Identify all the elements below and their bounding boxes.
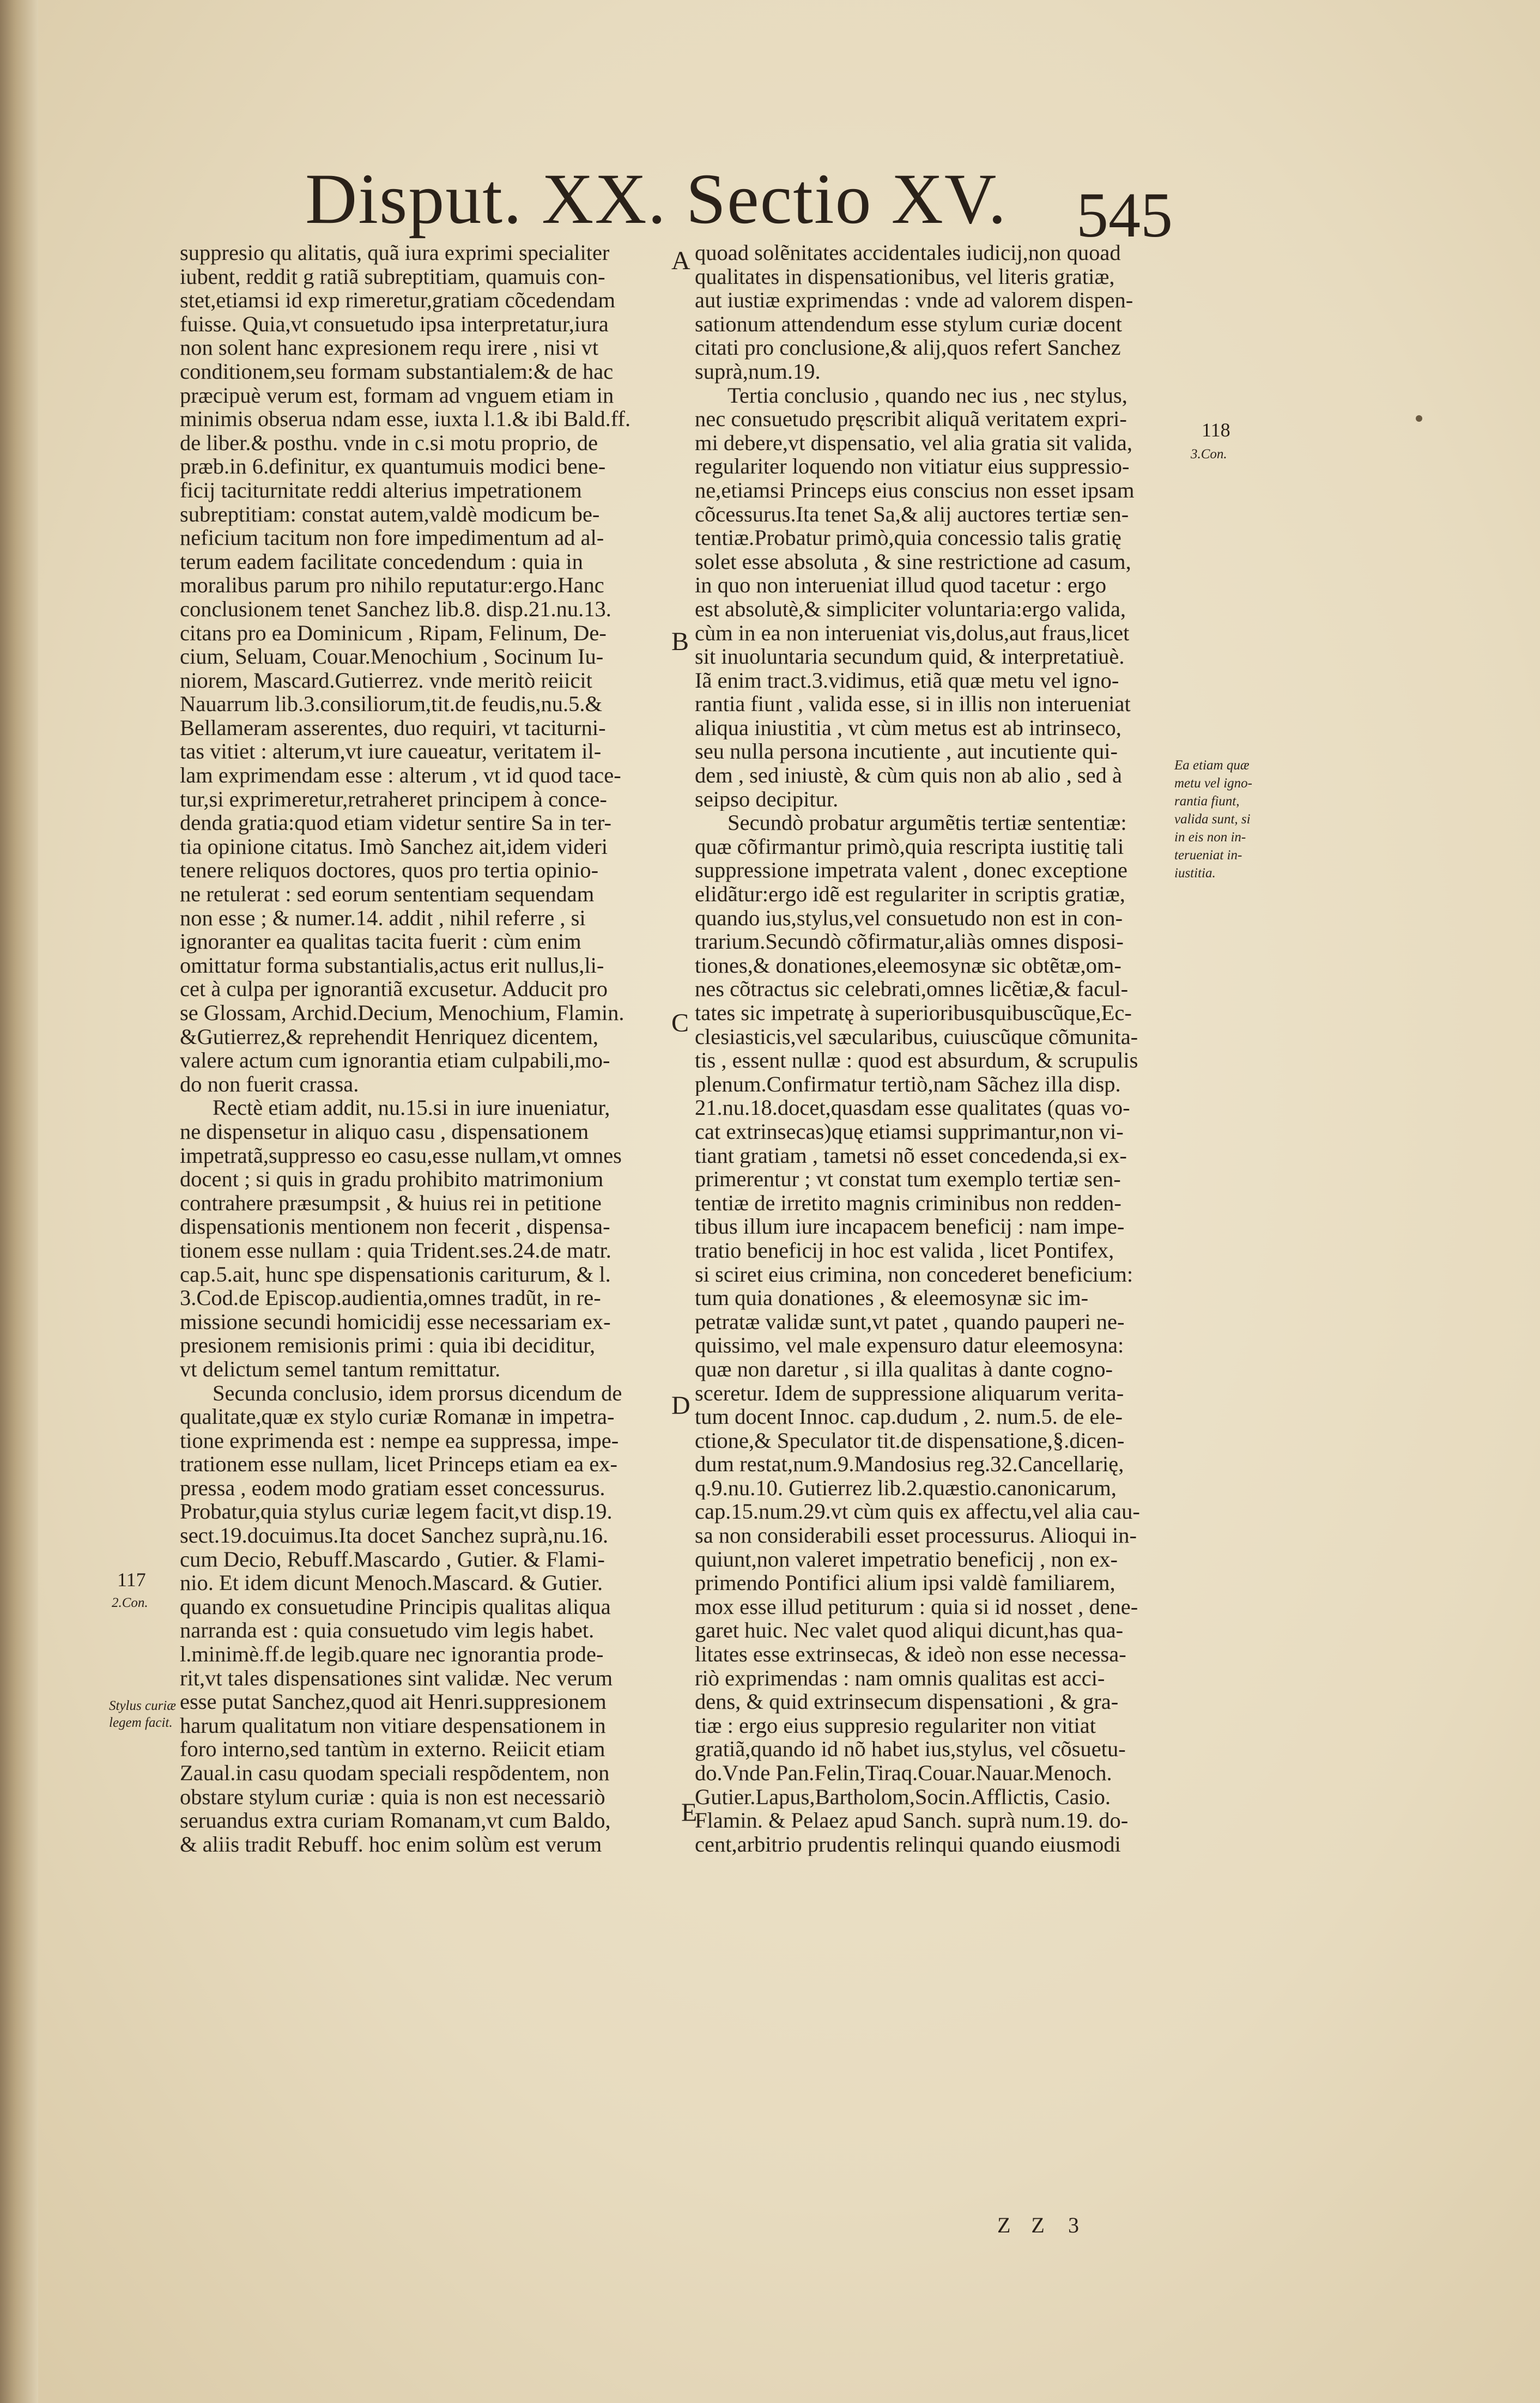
margin-label-3con: 3.Con.	[1191, 447, 1227, 462]
text-line: sa non considerabili esset processurus. Alioqui in-	[695, 1524, 1137, 1548]
text-line: plenum.Confirmatur tertiò,nam Sãchez illa disp.	[695, 1072, 1121, 1096]
text-line: missione secundi homicidij esse necessariam ex-	[180, 1309, 611, 1334]
section-letter-b: B	[671, 627, 689, 656]
text-line: sceretur. Idem de suppressione aliquarum verita-	[695, 1381, 1124, 1405]
text-line: Secundò probatur argumẽtis tertiæ sententiæ:	[727, 811, 1127, 835]
paper-spot	[1416, 415, 1422, 422]
text-line: ne,etiamsi Princeps eius conscius non esset ipsam	[695, 478, 1135, 502]
text-line: 3.Cod.de Episcop.audientia,omnes tradũt, in re-	[180, 1286, 601, 1310]
text-line: esse putat Sanchez,quod ait Henri.suppresionem	[180, 1690, 607, 1714]
text-line: tenere reliquos doctores, quos pro tertia opinio-	[180, 858, 599, 883]
margin-note-line: valida sunt, si	[1174, 812, 1251, 827]
text-line: denda gratia:quod etiam videtur sentire Sa in ter-	[180, 811, 612, 835]
text-line: moralibus parum pro nihilo reputatur:ergo.Hanc	[180, 573, 604, 597]
text-line: quando ex consuetudine Principis qualitas aliqua	[180, 1594, 611, 1619]
text-line: tia opinione citatus. Imò Sanchez ait,idem videri	[180, 834, 608, 859]
text-line: non esse ; & numer.14. addit , nihil referre , si	[180, 906, 586, 930]
text-line: præb.in 6.definitur, ex quantumuis modici bene-	[180, 454, 606, 478]
text-line: petratæ validæ sunt,vt patet , quando pauperi ne-	[695, 1309, 1125, 1334]
text-line: præcipuè verum est, formam ad vnguem etiam in	[180, 383, 614, 408]
text-line: ne retulerat : sed eorum sententiam sequendam	[180, 882, 595, 906]
text-line: dispensationis mentionem non fecerit , dispensa-	[180, 1215, 610, 1239]
text-line: si sciret eius crimina, non concederet beneficium:	[695, 1262, 1133, 1287]
text-line: garet huic. Nec valet quod aliqui dicunt,has qua-	[695, 1618, 1124, 1643]
text-line: dem , sed iniustè, & cùm quis non ab alio , sed à	[695, 763, 1122, 787]
page-number: 545	[1076, 179, 1173, 251]
text-line: cap.5.ait, hunc spe dispensationis cariturum, & l.	[180, 1262, 611, 1287]
text-line: tum docent Innoc. cap.dudum , 2. num.5. de ele-	[695, 1405, 1123, 1429]
text-line: tentiæ de irretito magnis criminibus non redden-	[695, 1191, 1121, 1215]
text-line: tas vitiet : alterum,vt iure caueatur, veritatem il-	[180, 739, 602, 764]
text-line: contrahere præsumpsit , & huius rei in petitione	[180, 1191, 602, 1215]
text-line: elidãtur:ergo idẽ est regulariter in scriptis gratiæ,	[695, 882, 1125, 906]
text-line: niorem, Mascard.Gutierrez. vnde meritò reiicit	[180, 668, 592, 693]
margin-number-117: 117	[117, 1569, 146, 1591]
margin-note-line: Ea etiam quæ	[1174, 758, 1250, 773]
text-line: regulariter loquendo non vitiatur eius suppressio-	[695, 454, 1130, 478]
text-line: quissimo, vel male expensuro datur eleemosyna:	[695, 1333, 1124, 1357]
text-line: primerentur ; vt constat tum exemplo tertiæ sen-	[695, 1167, 1121, 1191]
text-line: tratio beneficij in hoc est valida , licet Pontifex,	[695, 1238, 1114, 1263]
left-column	[180, 241, 670, 1856]
text-line: se Glossam, Archid.Decium, Menochium, Flamin.	[180, 1001, 625, 1025]
section-letter-c: C	[671, 1009, 689, 1037]
text-line: pressa , eodem modo gratiam esset concessurus.	[180, 1476, 605, 1500]
text-line: trationem esse nullam, licet Princeps etiam ea ex-	[180, 1452, 617, 1476]
right-column	[695, 241, 1199, 1856]
text-line: tiant gratiam , tametsi nõ esset concedenda,si ex-	[695, 1143, 1127, 1168]
text-line: impetratã,suppresso eo casu,esse nullam,vt omnes	[180, 1143, 622, 1168]
margin-note-line: in eis non in-	[1174, 830, 1246, 845]
text-line: cet à culpa per ignorantiã excusetur. Adducit pro	[180, 977, 608, 1001]
text-line: do non fuerit crassa.	[180, 1072, 359, 1096]
text-line: Secunda conclusio, idem prorsus dicendum de	[213, 1381, 622, 1405]
text-line: ctione,& Speculator tit.de dispensatione,§.dicen-	[695, 1428, 1125, 1453]
text-line: ne dispensetur in aliquo casu , dispensationem	[180, 1119, 589, 1144]
text-line: subreptitiam: constat autem,valdè modicum be-	[180, 502, 600, 526]
text-line: nio. Et idem dicunt Menoch.Mascard. & Gutier.	[180, 1571, 603, 1595]
text-line: tibus illum iure incapacem beneficij : nam impe-	[695, 1215, 1125, 1239]
margin-note-stylus	[109, 1697, 176, 1731]
text-line: seu nulla persona incutiente , aut incutiente qui-	[695, 739, 1118, 764]
text-line: sit inuoluntaria secundum quid, & interpretatiuè.	[695, 645, 1125, 669]
text-line: quoad solẽnitates accidentales iudicij,non quoad	[695, 241, 1121, 265]
text-line: qualitates in dispensationibus, vel literis gratiæ,	[695, 264, 1115, 289]
text-line: tentiæ.Probatur primò,quia concessio talis gratię	[695, 526, 1121, 550]
text-line: cùm in ea non interueniat vis,dolus,aut fraus,licet	[695, 621, 1130, 645]
text-line: cõcessurus.Ita tenet Sa,& alij auctores tertiæ sen-	[695, 502, 1129, 526]
text-line: foro interno,sed tantùm in externo. Reiicit etiam	[180, 1737, 605, 1761]
text-line: ignoranter ea qualitas tacita fuerit : cùm enim	[180, 930, 581, 954]
text-line: aliqua iniustitia , vt cùm metus est ab intrinseco,	[695, 715, 1121, 740]
text-line: terum eadem facilitate concedendum : quia in	[180, 549, 583, 574]
text-line: Bellameram asserentes, duo requiri, vt taciturni-	[180, 715, 606, 740]
text-line: citati pro conclusione,& alij,quos refert Sanchez	[695, 336, 1121, 360]
text-line: Gutier.Lapus,Bartholom,Socin.Afflictis, Casio.	[695, 1785, 1111, 1809]
text-line: qualitate,quæ ex stylo curiæ Romanæ in impetra-	[180, 1405, 615, 1429]
text-line: tione exprimenda est : nempe ea suppressa, impe-	[180, 1428, 619, 1453]
margin-note-line: Stylus curiæ	[109, 1698, 176, 1713]
margin-note-line: metu vel igno-	[1174, 776, 1253, 791]
text-line: Probatur,quia stylus curiæ legem facit,vt disp.19.	[180, 1500, 613, 1524]
text-line: mox esse illud petiturum : quia si id nosset , dene-	[695, 1594, 1138, 1619]
text-line: riò exprimendas : nam omnis qualitas est acci-	[695, 1666, 1105, 1690]
text-line: tum quia donationes , & eleemosynæ sic im-	[695, 1286, 1089, 1310]
text-line: obstare stylum curiæ : quia is non est necessariò	[180, 1785, 605, 1809]
text-line: quæ non daretur , si illa qualitas à dante cogno-	[695, 1357, 1113, 1381]
text-line: docent ; si quis in gradu prohibito matrimonium	[180, 1167, 604, 1191]
text-line: fuisse. Quia,vt consuetudo ipsa interpretatur,iura	[180, 312, 609, 336]
margin-label-2con: 2.Con.	[112, 1595, 148, 1610]
text-line: quando ius,stylus,vel consuetudo non est in con-	[695, 906, 1123, 930]
text-line: Nauarrum lib.3.consiliorum,tit.de feudis,nu.5.&	[180, 692, 602, 716]
text-line: est absolutè,& simpliciter voluntaria:ergo valida,	[695, 597, 1126, 621]
text-line: non solent hanc expresionem requ irere , nisi vt	[180, 336, 599, 360]
text-line: nes cõtractus sic celebrati,omnes licẽtiæ,& facul-	[695, 977, 1129, 1001]
binding-gutter	[0, 0, 38, 2403]
text-line: litates esse extrinsecas, & ideò non esse necessa-	[695, 1642, 1126, 1666]
margin-note-metu	[1174, 756, 1252, 882]
text-line: trarium.Secundò cõfirmatur,aliàs omnes disposi-	[695, 930, 1124, 954]
text-line: quiunt,non valeret impetratio beneficij , non ex-	[695, 1547, 1118, 1571]
text-line: nec consuetudo pręscribit aliquã veritatem expri-	[695, 407, 1127, 431]
text-line: neficium tacitum non fore impedimentum ad al-	[180, 526, 604, 550]
text-line: tiones,& donationes,eleemosynæ sic obtẽtæ,om-	[695, 953, 1121, 978]
text-line: harum qualitatum non vitiare despensationem in	[180, 1713, 606, 1738]
text-line: clesiasticis,vel sæcularibus, cuiuscũque cõmunita-	[695, 1024, 1138, 1049]
text-line: seruandus extra curiam Romanam,vt cum Baldo,	[180, 1809, 611, 1832]
text-line: presionem remisionis primi : quia ibi deciditur,	[180, 1333, 596, 1357]
text-line: cap.15.num.29.vt cùm quis ex affectu,vel alia cau-	[695, 1500, 1140, 1524]
text-line: 21.nu.18.docet,quasdam esse qualitates (quas vo-	[695, 1096, 1130, 1120]
text-line: vt delictum semel tantum remittatur.	[180, 1357, 501, 1381]
text-line: iubent, reddit g ratiã subreptitiam, quamuis con-	[180, 264, 605, 289]
text-line: l.minimè.ff.de legib.quare nec ignorantia prode-	[180, 1642, 604, 1666]
text-line: in quo non interueniat illud quod tacetur : ergo	[695, 573, 1107, 597]
text-line: cent,arbitrio prudentis relinqui quando eiusmodi	[695, 1832, 1121, 1856]
section-letter-a: A	[671, 246, 690, 275]
text-line: de liber.& posthu. vnde in c.si motu proprio, de	[180, 430, 598, 455]
section-letter-d: D	[671, 1391, 690, 1420]
text-line: q.9.nu.10. Gutierrez lib.2.quæstio.canonicarum,	[695, 1476, 1117, 1500]
section-letter-e: E	[681, 1798, 698, 1827]
margin-note-line: legem facit.	[109, 1715, 173, 1730]
text-line: narranda est : quia consuetudo vim legis habet.	[180, 1618, 595, 1643]
text-line: valere actum cum ignorantia etiam culpabili,mo-	[180, 1048, 610, 1072]
text-line: suprà,num.19.	[695, 359, 821, 384]
text-line: tis , essent nullæ : quod est absurdum, & scrupulis	[695, 1048, 1138, 1072]
signature-number: 3	[1068, 2213, 1079, 2237]
text-line: rantia fiunt , valida esse, si in illis non interueniat	[695, 692, 1131, 716]
text-line: citans pro ea Dominicum , Ripam, Felinum, De-	[180, 621, 607, 645]
margin-note-line: terueniat in-	[1174, 848, 1242, 863]
text-line: suppressione impetrata valent , donec exceptione	[695, 858, 1127, 883]
text-line: seipso decipitur.	[695, 787, 839, 811]
text-line: mi debere,vt dispensatio, vel alia gratia sit valida,	[695, 430, 1132, 455]
text-line: gratiã,quando id nõ habet ius,stylus, vel cõsuetu-	[695, 1737, 1126, 1761]
running-title: Disput. XX. Sectio XV.	[305, 159, 1008, 239]
text-line: solet esse absoluta , & sine restrictione ad casum,	[695, 549, 1131, 574]
text-line: cium, Seluam, Couar.Menochium , Socinum Iu-	[180, 645, 604, 669]
text-line: omittatur forma substantialis,actus erit nullus,li-	[180, 953, 604, 978]
margin-note-line: iustitia.	[1174, 866, 1216, 881]
text-line: primendo Pontifici alium ipsi valdè familiarem,	[695, 1571, 1115, 1595]
text-line: suppresio qu alitatis, quã iura exprimi specialiter	[180, 241, 610, 265]
text-line: &Gutierrez,& reprehendit Henriquez dicentem,	[180, 1024, 599, 1049]
text-line: conditionem,seu formam substantialem:& de hac	[180, 359, 614, 384]
text-line: & aliis tradit Rebuff. hoc enim solùm est verum	[180, 1832, 602, 1856]
text-line: Iã enim tract.3.vidimus, etiã quæ metu vel igno-	[695, 668, 1119, 693]
text-line: Zaual.in casu quodam speciali respõdentem, non	[180, 1761, 610, 1785]
text-line: dum restat,num.9.Mandosius reg.32.Cancellarię,	[695, 1452, 1124, 1476]
text-line: tur,si exprimeretur,retraheret principem à conce-	[180, 787, 607, 811]
text-line: tionem esse nullam : quia Trident.ses.24.de matr.	[180, 1238, 611, 1263]
text-line: dens, & quid extrinsecum dispensationi , & gra-	[695, 1690, 1119, 1714]
text-line: Tertia conclusio , quando nec ius , nec stylus,	[727, 383, 1127, 408]
signature-mark: Z Z	[997, 2213, 1052, 2237]
margin-note-line: rantia fiunt,	[1174, 794, 1240, 809]
text-line: do.Vnde Pan.Felin,Tiraq.Couar.Nauar.Menoch.	[695, 1761, 1112, 1785]
text-line: sationum attendendum esse stylum curiæ docent	[695, 312, 1122, 336]
text-line: rit,vt tales dispensationes sint validæ. Nec verum	[180, 1666, 613, 1690]
text-line: conclusionem tenet Sanchez lib.8. disp.21.nu.13.	[180, 597, 611, 621]
text-line: aut iustiæ exprimendas : vnde ad valorem dispen-	[695, 288, 1133, 312]
text-line: stet,etiamsi id exp rimeretur,gratiam cõcedendam	[180, 288, 616, 312]
margin-number-118: 118	[1202, 419, 1230, 441]
text-line: Flamin. & Pelaez apud Sanch. suprà num.19. do-	[695, 1809, 1129, 1832]
text-line: minimis obserua ndam esse, iuxta l.1.& ibi Bald.ff.	[180, 407, 631, 431]
text-line: tates sic impetratę à superioribusquibuscũque,Ec-	[695, 1001, 1132, 1025]
text-line: tiæ : ergo eius suppresio regulariter non vitiat	[695, 1713, 1096, 1738]
text-line: cat extrinsecas)quę etiamsi supprimantur,non vi-	[695, 1119, 1124, 1144]
text-line: Rectè etiam addit, nu.15.si in iure inueniatur,	[213, 1096, 610, 1120]
text-line: lam exprimendam esse : alterum , vt id quod tace-	[180, 763, 621, 787]
text-line: cum Decio, Rebuff.Mascardo , Gutier. & Flami-	[180, 1547, 605, 1571]
text-line: sect.19.docuimus.Ita docet Sanchez suprà,nu.16.	[180, 1524, 609, 1548]
text-line: quæ cõfirmantur primò,quia rescripta iustitię tali	[695, 834, 1124, 859]
text-line: ficij taciturnitate reddi alterius impetrationem	[180, 478, 582, 502]
